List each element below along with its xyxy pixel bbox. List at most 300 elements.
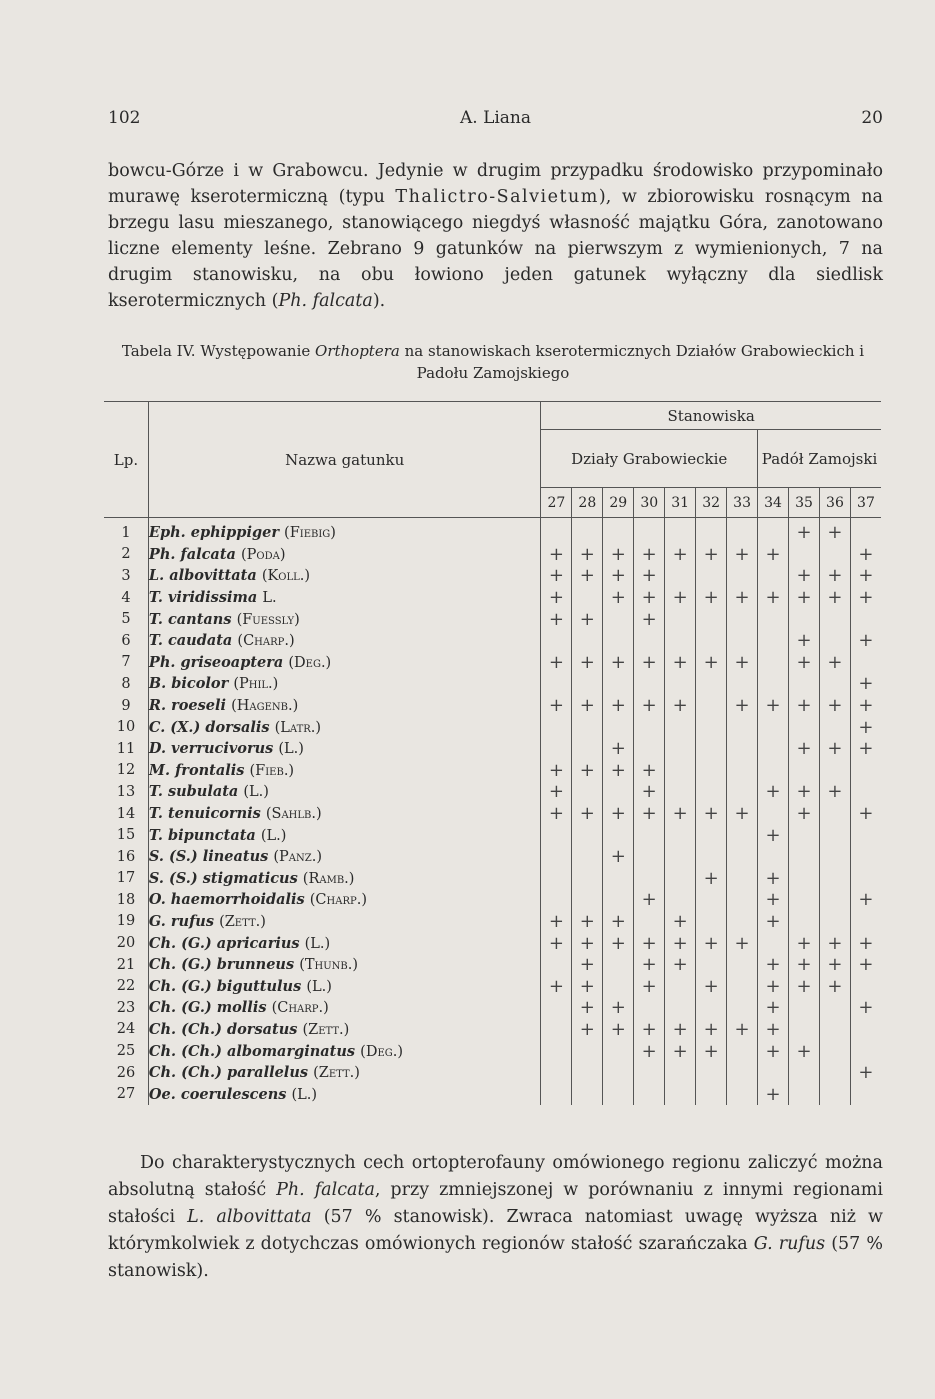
presence-cell (727, 846, 758, 868)
presence-cell (789, 868, 820, 890)
presence-cell (758, 608, 789, 630)
presence-cell (603, 824, 634, 846)
presence-cell (819, 846, 850, 868)
presence-cell: + (603, 652, 634, 674)
presence-cell: + (758, 1019, 789, 1041)
species-header: Nazwa gatunku (148, 402, 540, 518)
presence-cell: + (858, 954, 874, 976)
presence-cell: + (858, 543, 874, 565)
row-number: 15 (104, 824, 148, 846)
species-cell (148, 803, 540, 825)
presence-cell (572, 1083, 603, 1105)
presence-cell (789, 997, 820, 1019)
presence-cell (758, 803, 789, 825)
presence-cell (696, 1083, 727, 1105)
presence-cell (727, 518, 758, 544)
presence-cell: + (758, 824, 789, 846)
presence-cell (727, 975, 758, 997)
table-row (104, 975, 881, 997)
species-name: O. haemorrhoidalis (148, 891, 305, 909)
presence-cell: + (603, 565, 634, 587)
presence-cell (789, 544, 820, 566)
presence-cell (819, 997, 850, 1019)
stanowiska-header: Stanowiska (667, 406, 755, 425)
presence-cell (541, 1062, 572, 1084)
row-number: 8 (104, 673, 148, 695)
presence-cell: + (819, 781, 850, 803)
presence-cell: + (603, 911, 634, 933)
table-row (104, 518, 881, 544)
presence-cell: + (634, 565, 665, 587)
presence-cell (758, 630, 789, 652)
presence-cell: + (789, 630, 820, 652)
presence-cell: + (696, 803, 727, 825)
presence-cell: + (758, 889, 789, 911)
presence-cell (603, 1083, 634, 1105)
presence-cell: + (758, 781, 789, 803)
presence-cell (758, 1062, 789, 1084)
presence-cell (634, 997, 665, 1019)
presence-cell: + (634, 652, 665, 674)
presence-cell (665, 846, 696, 868)
presence-cell (634, 518, 665, 544)
species-name: Ph. griseoaptera (148, 653, 284, 671)
species-name: Oe. coerulescens (148, 1085, 287, 1103)
presence-cell (634, 868, 665, 890)
table-row (104, 630, 881, 652)
presence-cell: + (819, 587, 850, 609)
presence-cell: + (858, 673, 874, 695)
presence-cell (758, 518, 789, 544)
presence-cell: + (572, 997, 603, 1019)
table-row (104, 716, 881, 738)
presence-cell (541, 1019, 572, 1041)
species-author: (L.) (278, 741, 304, 758)
row-number: 14 (104, 803, 148, 825)
text-run: ). (372, 291, 386, 311)
presence-cell (665, 824, 696, 846)
presence-cell (727, 889, 758, 911)
presence-cell (819, 608, 850, 630)
presence-cell: + (572, 544, 603, 566)
presence-cell (634, 673, 665, 695)
presence-cell (572, 587, 603, 609)
presence-cell: + (696, 587, 727, 609)
species-author: (Fuessly) (236, 611, 300, 628)
species-cell (148, 760, 540, 782)
species-author: (Sahlb.) (265, 806, 322, 823)
table-row (104, 1062, 881, 1084)
species-name: S. (S.) stigmaticus (148, 869, 298, 887)
presence-cell (789, 760, 820, 782)
species-name: Ch. (G.) apricarius (148, 934, 300, 952)
presence-cell (603, 889, 634, 911)
occurrence-table (104, 401, 881, 1105)
presence-cell: + (665, 803, 696, 825)
presence-cell: + (572, 695, 603, 717)
table-row (104, 781, 881, 803)
species-cell (148, 1083, 540, 1105)
presence-cell (789, 1019, 820, 1041)
presence-cell: + (696, 544, 727, 566)
presence-cell: + (603, 803, 634, 825)
presence-cell: + (603, 932, 634, 954)
presence-cell (696, 954, 727, 976)
species-name: Ch. (G.) brunneus (148, 956, 295, 974)
presence-cell: + (789, 975, 820, 997)
presence-cell (634, 846, 665, 868)
presence-cell (665, 760, 696, 782)
presence-cell: + (541, 587, 572, 609)
species-name: Ph. falcata (278, 291, 373, 311)
presence-cell (572, 889, 603, 911)
presence-cell: + (541, 608, 572, 630)
presence-cell (789, 824, 820, 846)
species-cell (148, 544, 540, 566)
presence-cell (541, 716, 572, 738)
presence-cell (603, 868, 634, 890)
text-run: bowcu-Górze i w Grabowcu. Jedynie w drugim przypadku środowisko przypominało murawę kserotermiczną (typu (108, 161, 883, 207)
presence-cell: + (665, 652, 696, 674)
species-author: (Charp.) (309, 892, 367, 909)
species-author: (Koll.) (261, 568, 311, 585)
species-cell (148, 781, 540, 803)
presence-cell: + (541, 781, 572, 803)
row-number: 20 (104, 932, 148, 954)
species-cell (148, 1040, 540, 1062)
row-number: 21 (104, 954, 148, 976)
species-name: T. caudata (148, 632, 233, 650)
presence-cell (727, 608, 758, 630)
table-row (104, 738, 881, 760)
text-run: , przy zmniejszonej w porównaniu z innymi regionami stałości (108, 1180, 883, 1227)
presence-cell: + (789, 695, 820, 717)
presence-cell: + (819, 932, 850, 954)
presence-cell: + (727, 544, 758, 566)
presence-cell: + (634, 954, 665, 976)
presence-cell: + (572, 608, 603, 630)
presence-cell (696, 889, 727, 911)
table-row (104, 954, 881, 976)
presence-cell (727, 954, 758, 976)
presence-cell: + (819, 954, 850, 976)
row-number: 19 (104, 911, 148, 933)
species-author: (L.) (260, 827, 287, 844)
presence-cell: + (603, 587, 634, 609)
presence-cell (850, 518, 881, 544)
presence-cell (572, 518, 603, 544)
presence-cell: + (634, 608, 665, 630)
presence-cell (758, 716, 789, 738)
presence-cell: + (696, 1040, 727, 1062)
presence-cell: + (696, 975, 727, 997)
presence-cell: + (758, 868, 789, 890)
species-cell (148, 518, 540, 544)
presence-cell: + (603, 1019, 634, 1041)
presence-cell (696, 760, 727, 782)
presence-cell: + (858, 1062, 874, 1084)
species-name: Ph. falcata (148, 545, 236, 563)
species-cell (148, 824, 540, 846)
presence-cell (634, 911, 665, 933)
presence-cell (541, 997, 572, 1019)
species-name: S. (S.) lineatus (148, 848, 269, 866)
column-number: 36 (819, 488, 850, 518)
presence-cell: + (634, 781, 665, 803)
presence-cell (541, 738, 572, 760)
caption-text: Tabela IV. Występowanie (121, 342, 316, 360)
column-number: 35 (789, 488, 820, 518)
presence-cell: + (572, 1019, 603, 1041)
presence-cell: + (634, 760, 665, 782)
presence-cell (727, 1040, 758, 1062)
table-row (104, 760, 881, 782)
presence-cell (789, 608, 820, 630)
presence-cell (819, 824, 850, 846)
species-name: C. (X.) dorsalis (148, 718, 270, 736)
presence-cell: + (603, 997, 634, 1019)
species-cell (148, 954, 540, 976)
presence-cell: + (665, 1019, 696, 1041)
presence-cell: + (789, 781, 820, 803)
presence-cell: + (696, 652, 727, 674)
presence-cell (819, 760, 850, 782)
row-number: 18 (104, 889, 148, 911)
species-author: (Charp.) (271, 1000, 329, 1017)
column-number: 33 (727, 488, 758, 518)
presence-cell: + (634, 1019, 665, 1041)
presence-cell (789, 911, 820, 933)
presence-cell (727, 911, 758, 933)
species-author: (Poda) (240, 546, 286, 563)
paragraph-intro (108, 158, 883, 314)
table-row (104, 565, 881, 587)
species-cell (148, 673, 540, 695)
presence-cell (665, 565, 696, 587)
presence-cell (665, 1083, 696, 1105)
presence-cell (727, 565, 758, 587)
species-name: G. rufus (148, 912, 215, 930)
presence-cell: + (572, 954, 603, 976)
row-number: 23 (104, 997, 148, 1019)
species-author: (Zett.) (313, 1065, 360, 1082)
presence-cell: + (727, 1019, 758, 1041)
presence-cell: + (789, 565, 820, 587)
table-row (104, 868, 881, 890)
presence-cell: + (789, 954, 820, 976)
presence-cell (603, 608, 634, 630)
presence-cell: + (541, 975, 572, 997)
species-name: Ch. (Ch.) dorsatus (148, 1020, 298, 1038)
species-author: (L.) (304, 935, 331, 952)
presence-cell (603, 954, 634, 976)
caption-text: na stanowiskach kserotermicznych Działów Grabowieckich i Padołu Zamojskiego (399, 342, 865, 382)
table-row (104, 803, 881, 825)
species-cell (148, 630, 540, 652)
presence-cell: + (858, 932, 874, 954)
column-number: 30 (634, 488, 665, 518)
presence-cell: + (572, 911, 603, 933)
presence-cell: + (603, 544, 634, 566)
presence-cell (603, 975, 634, 997)
species-name: Ph. falcata (276, 1180, 375, 1200)
presence-cell (727, 738, 758, 760)
species-author: (Latr.) (274, 719, 322, 736)
species-name: L. albovittata (187, 1207, 312, 1227)
presence-cell (696, 824, 727, 846)
presence-cell (603, 1040, 634, 1062)
presence-cell (603, 630, 634, 652)
presence-cell (603, 518, 634, 544)
presence-cell: + (572, 760, 603, 782)
presence-cell: + (541, 695, 572, 717)
table-row (104, 695, 881, 717)
presence-cell: + (819, 518, 850, 544)
presence-cell: + (789, 587, 820, 609)
text-run: ), w zbiorowisku rosnącym na brzegu lasu mieszanego, stanowiącego niegdyś własność majątku Góra, zanotowano liczne elementy leśne. Zebrano 9 gatunków na pierwszym z wymienionych, 7 na drugim stanowisku, na obu łowiono jeden gatunek wyłączny dla siedlisk kserotermicznych ( (108, 187, 883, 311)
presence-cell (789, 889, 820, 911)
species-cell (148, 738, 540, 760)
lp-header: Lp. (104, 402, 148, 518)
row-number: 3 (104, 565, 148, 587)
presence-cell (572, 716, 603, 738)
presence-cell: + (541, 760, 572, 782)
column-number: 28 (572, 488, 603, 518)
presence-cell (572, 673, 603, 695)
species-author: (Panz.) (273, 849, 322, 866)
presence-cell: + (758, 587, 789, 609)
presence-cell (696, 695, 727, 717)
presence-cell (819, 1083, 850, 1105)
presence-cell (727, 673, 758, 695)
row-number: 9 (104, 695, 148, 717)
presence-cell (572, 868, 603, 890)
species-cell (148, 652, 540, 674)
presence-cell: + (758, 695, 789, 717)
presence-cell: + (758, 911, 789, 933)
table-row (104, 911, 881, 933)
presence-cell (634, 716, 665, 738)
presence-cell (665, 868, 696, 890)
row-number: 25 (104, 1040, 148, 1062)
presence-cell: + (858, 565, 874, 587)
presence-cell: + (727, 932, 758, 954)
presence-cell (541, 846, 572, 868)
presence-cell: + (789, 803, 820, 825)
presence-cell (634, 1062, 665, 1084)
presence-cell (696, 630, 727, 652)
presence-cell (665, 1062, 696, 1084)
presence-cell (696, 673, 727, 695)
presence-cell (819, 889, 850, 911)
presence-cell: + (603, 695, 634, 717)
presence-cell: + (572, 565, 603, 587)
presence-cell (541, 889, 572, 911)
running-author: A. Liana (459, 108, 532, 128)
presence-cell (696, 608, 727, 630)
presence-cell (696, 846, 727, 868)
group-header-zamojski: Padół Zamojski (761, 449, 878, 468)
species-author: (Deg.) (288, 654, 332, 671)
presence-cell (696, 781, 727, 803)
presence-cell (819, 630, 850, 652)
presence-cell: + (665, 911, 696, 933)
presence-cell (634, 630, 665, 652)
row-number: 26 (104, 1062, 148, 1084)
presence-cell (758, 652, 789, 674)
presence-cell: + (758, 975, 789, 997)
presence-cell (850, 1083, 881, 1105)
presence-cell (541, 824, 572, 846)
row-number: 7 (104, 652, 148, 674)
species-cell (148, 716, 540, 738)
presence-cell (727, 868, 758, 890)
species-author: (Thunb.) (299, 957, 359, 974)
presence-cell: + (665, 932, 696, 954)
table-row (104, 1083, 881, 1105)
presence-cell (541, 954, 572, 976)
presence-cell: + (634, 1040, 665, 1062)
row-number: 16 (104, 846, 148, 868)
presence-cell: + (634, 803, 665, 825)
presence-cell (665, 608, 696, 630)
page-number-left: 102 (108, 108, 141, 128)
presence-cell (789, 1062, 820, 1084)
presence-cell (572, 738, 603, 760)
presence-cell (850, 652, 881, 674)
species-author: (Zett.) (219, 913, 266, 930)
table-row (104, 846, 881, 868)
presence-cell: + (541, 652, 572, 674)
presence-cell (727, 824, 758, 846)
presence-cell (850, 781, 881, 803)
presence-cell (819, 1040, 850, 1062)
presence-cell: + (819, 695, 850, 717)
presence-cell (819, 1019, 850, 1041)
table-caption (102, 340, 884, 384)
presence-cell: + (572, 652, 603, 674)
species-name: Ch. (Ch.) parallelus (148, 1064, 309, 1082)
text-run: (57 % stanowisk). (108, 1234, 883, 1281)
presence-cell (603, 716, 634, 738)
presence-cell: + (634, 544, 665, 566)
table-row (104, 587, 881, 609)
species-name: B. bicolor (148, 675, 229, 693)
presence-cell (727, 781, 758, 803)
species-author: (L.) (306, 978, 332, 995)
presence-cell (819, 1062, 850, 1084)
presence-cell: + (603, 760, 634, 782)
species-name: Ch. (Ch.) albomarginatus (148, 1042, 356, 1060)
presence-cell (819, 803, 850, 825)
presence-cell: + (572, 932, 603, 954)
page-header (108, 108, 883, 130)
presence-cell (727, 997, 758, 1019)
presence-cell: + (727, 803, 758, 825)
presence-cell: + (858, 803, 874, 825)
association-name: Thalictro-Salvietum (395, 187, 599, 207)
presence-cell: + (858, 997, 874, 1019)
species-author: (Ramb.) (302, 870, 355, 887)
row-number: 10 (104, 716, 148, 738)
presence-cell (541, 673, 572, 695)
presence-cell (634, 824, 665, 846)
species-cell (148, 695, 540, 717)
row-number: 5 (104, 608, 148, 630)
species-name: R. roeseli (148, 697, 227, 715)
species-author: (Deg.) (360, 1043, 403, 1060)
presence-cell: + (541, 544, 572, 566)
